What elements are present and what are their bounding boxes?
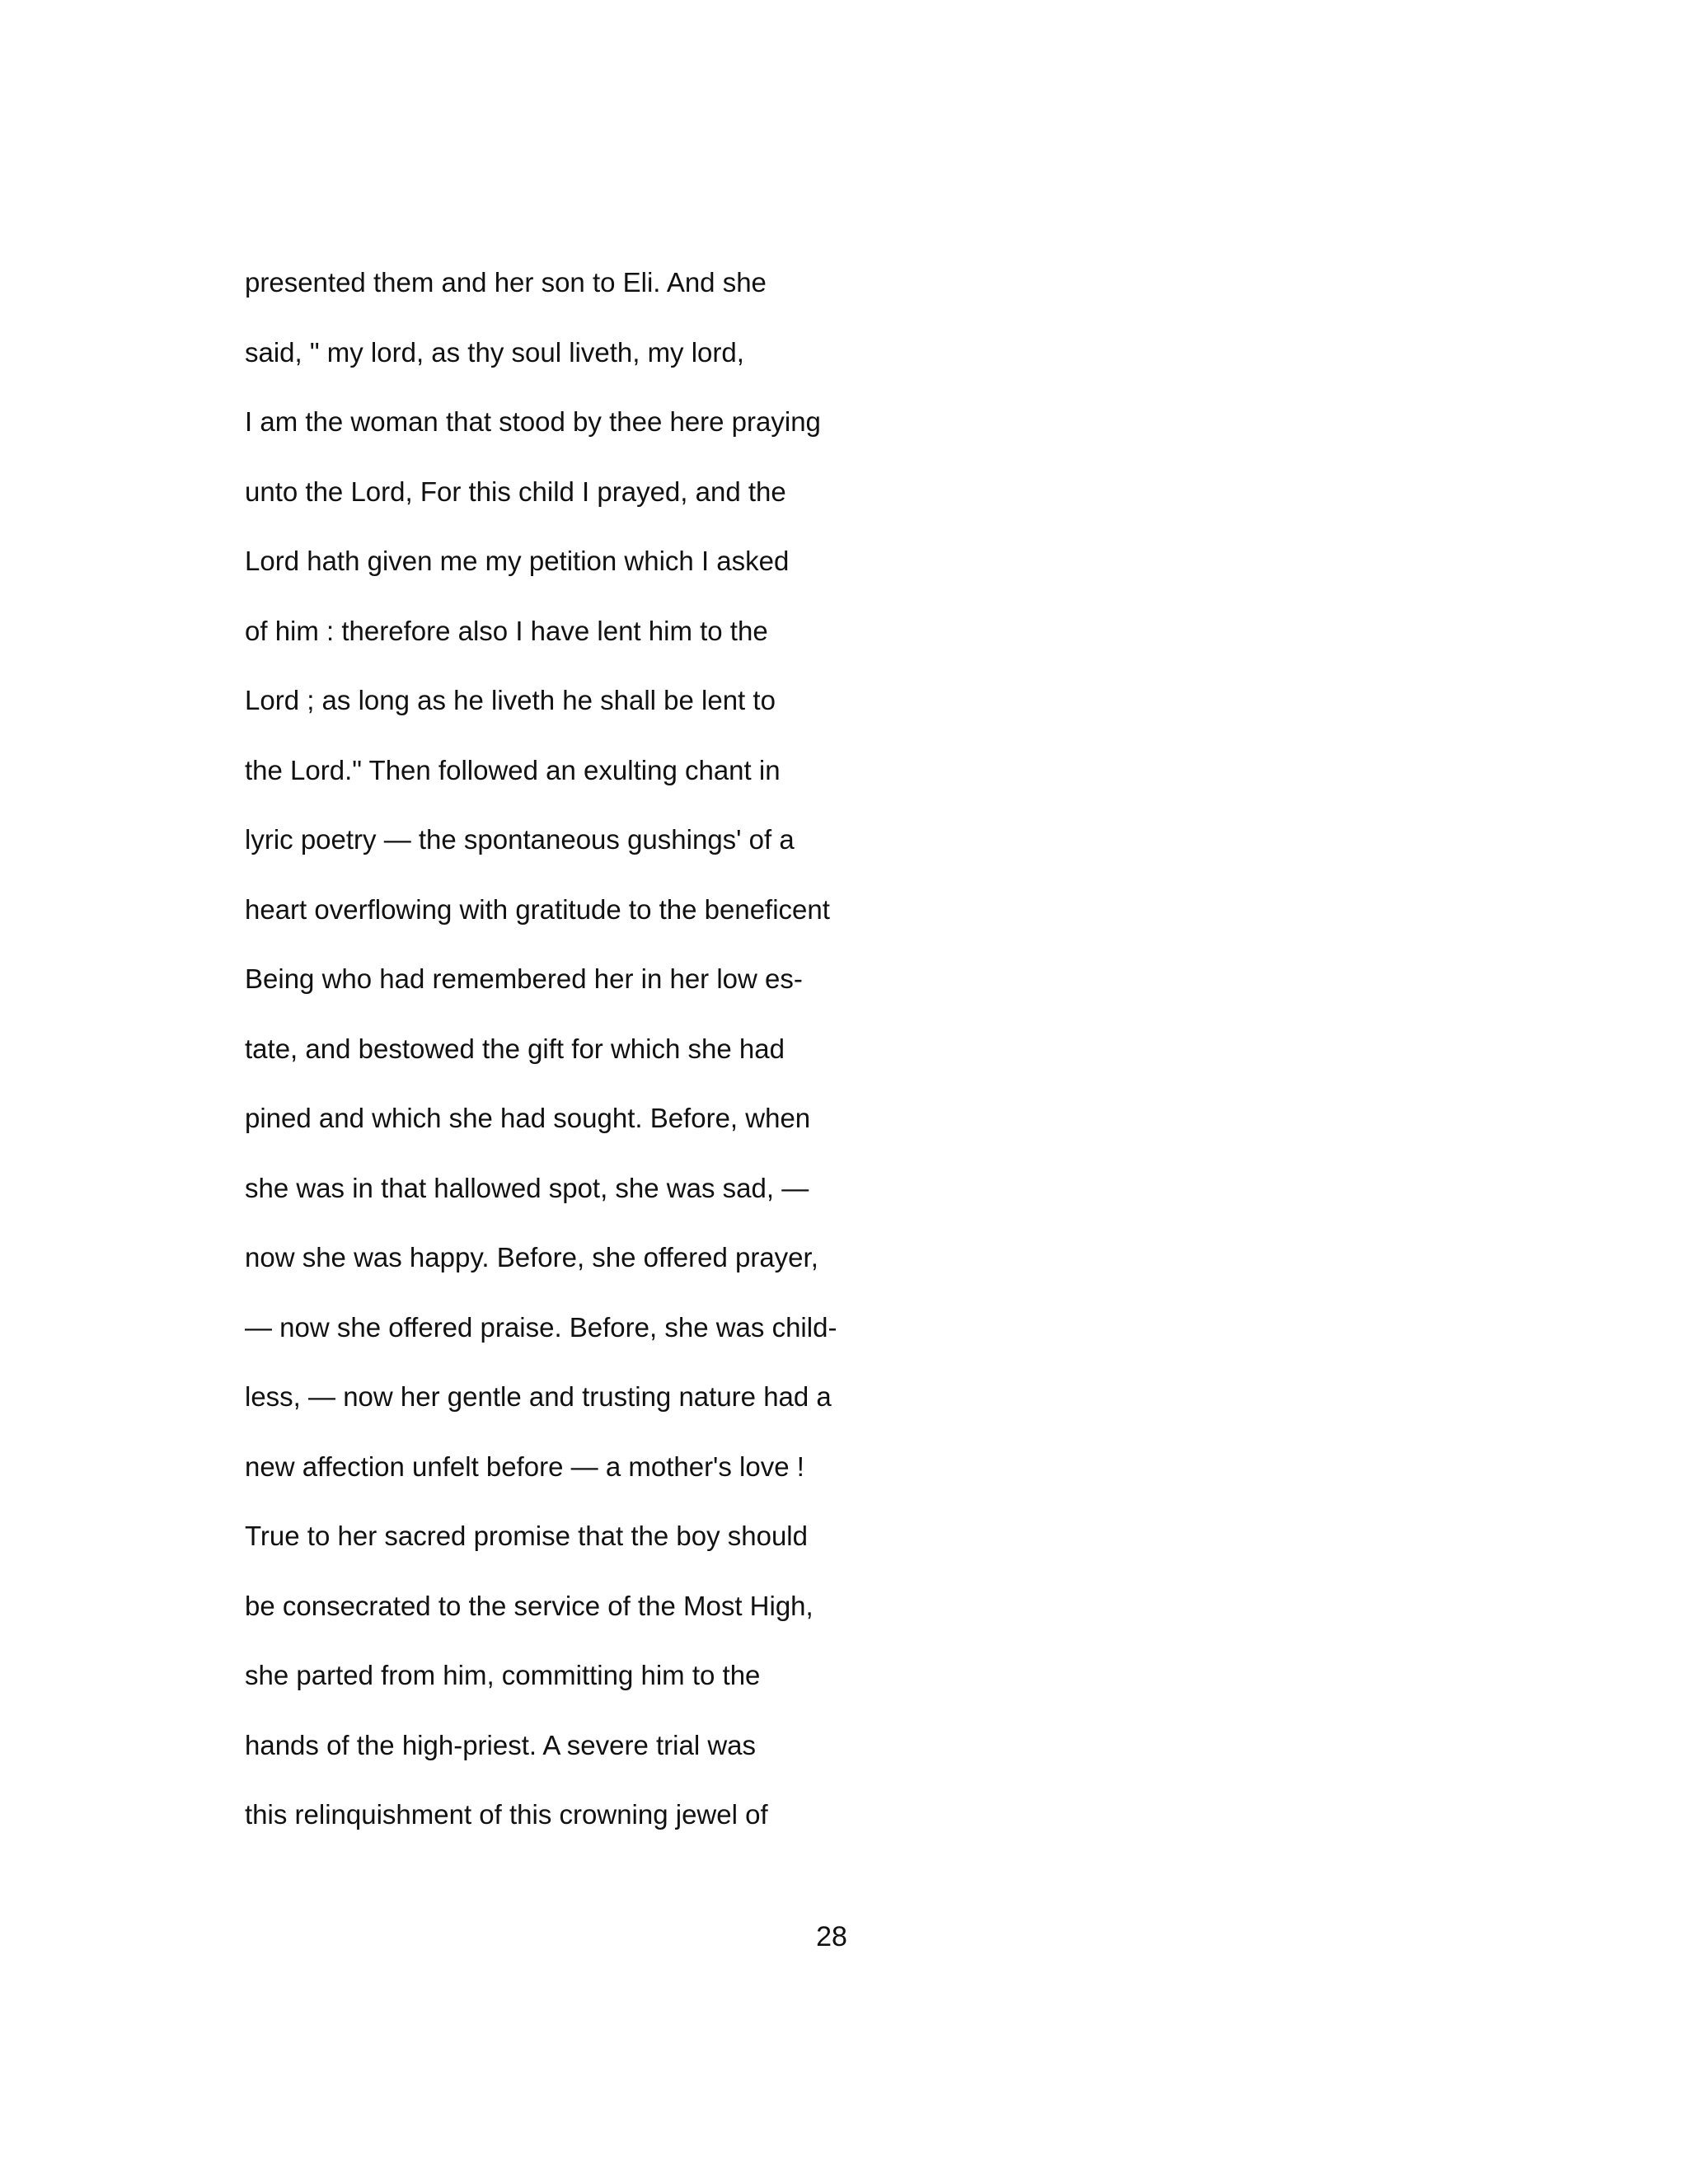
text-line: Lord ; as long as he liveth he shall be lent to bbox=[245, 685, 776, 715]
text-line: — now she offered praise. Before, she was child- bbox=[245, 1311, 837, 1343]
text-line: heart overflowing with gratitude to the beneficent bbox=[245, 893, 830, 925]
text-line: unto the Lord, For this child I prayed, and the bbox=[245, 476, 786, 507]
text-line: she was in that hallowed spot, she was sad, — bbox=[245, 1172, 809, 1203]
text-line: she parted from him, committing him to the bbox=[245, 1660, 761, 1690]
text-line: I am the woman that stood by thee here praying bbox=[245, 406, 821, 437]
text-line: now she was happy. Before, she offered prayer, bbox=[245, 1242, 818, 1272]
text-line: Being who had remembered her in her low es- bbox=[245, 963, 803, 994]
text-line: lyric poetry — the spontaneous gushings' of a bbox=[245, 824, 795, 855]
text-line: this relinquishment of this crowning jewel of bbox=[245, 1799, 768, 1830]
text-line: be consecrated to the service of the Most High, bbox=[245, 1590, 814, 1621]
text-line: the Lord." Then followed an exulting chant in bbox=[245, 754, 781, 785]
text-line: pined and which she had sought. Before, when bbox=[245, 1103, 811, 1133]
text-line: of him : therefore also I have lent him to the bbox=[245, 615, 768, 646]
body-text bbox=[245, 258, 1440, 1860]
text-line: hands of the high-priest. A severe trial was bbox=[245, 1729, 757, 1760]
text-line: Lord hath given me my petition which I asked bbox=[245, 546, 790, 576]
text-line: new affection unfelt before — a mother's love ! bbox=[245, 1451, 804, 1482]
text-line: True to her sacred promise that the boy should bbox=[245, 1521, 808, 1551]
text-line: said, " my lord, as thy soul liveth, my lord, bbox=[245, 336, 744, 368]
text-line: tate, and bestowed the gift for which she had bbox=[245, 1033, 785, 1064]
text-line: presented them and her son to Eli. And she bbox=[245, 267, 767, 298]
text-line: less, — now her gentle and trusting nature had a bbox=[245, 1381, 832, 1412]
page-number: 28 bbox=[816, 1921, 847, 1952]
